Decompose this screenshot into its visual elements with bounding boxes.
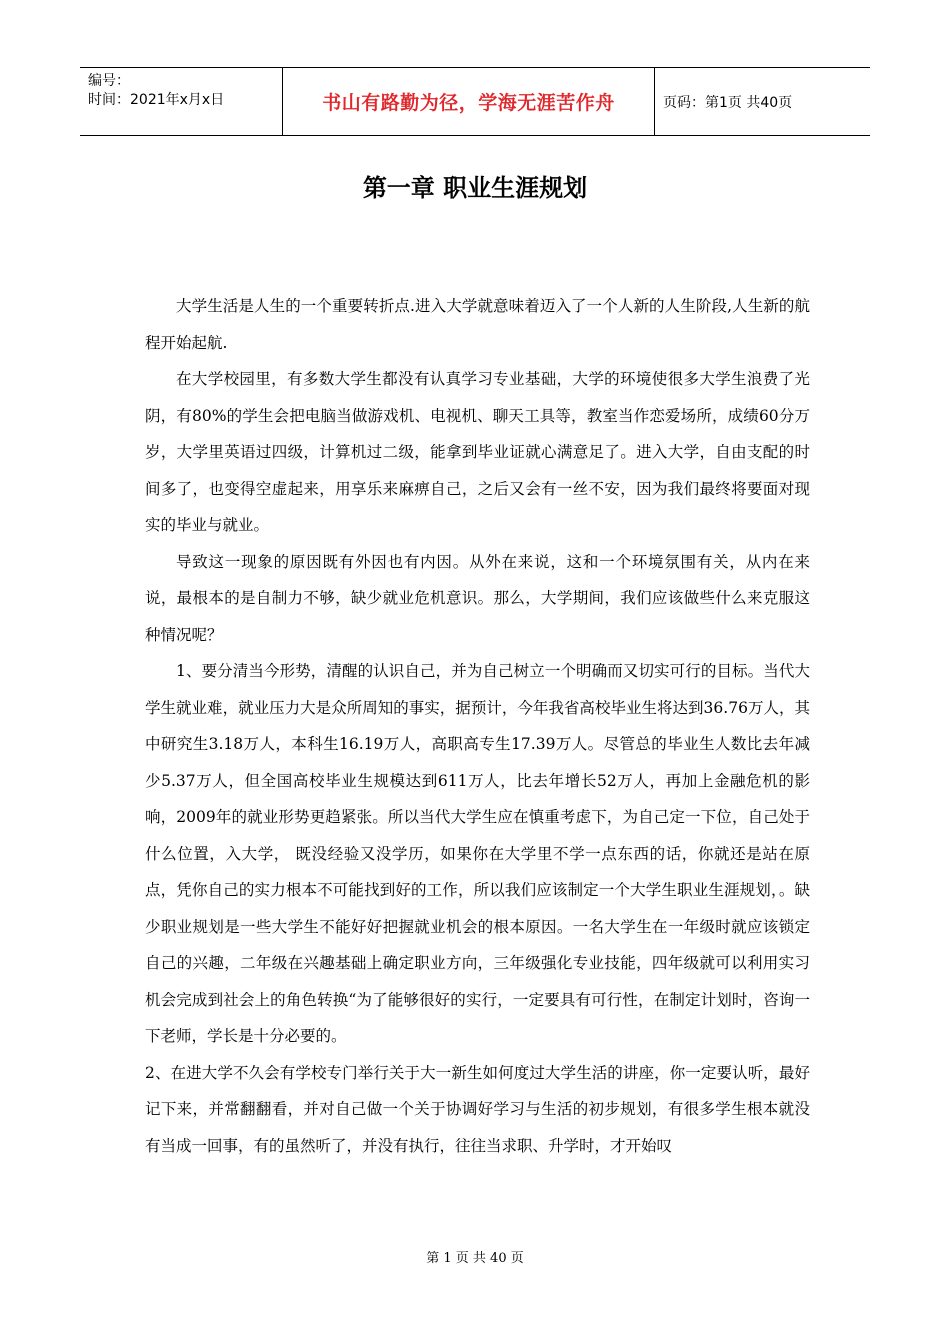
document-header xyxy=(80,67,870,136)
page-info: 页码：第1页 共40页 xyxy=(663,94,793,111)
header-page-cell xyxy=(655,68,870,135)
paragraph: 导致这一现象的原因既有外因也有内因。从外在来说，这和一个环境氛围有关，从内在来说，最根本的是自制力不够，缺少就业危机意识。那么，大学期间，我们应该做些什么来克服这种情况呢？ xyxy=(145,552,810,644)
paragraph: 2、在进大学不久会有学校专门举行关于大一新生如何度过大学生活的讲座，你一定要认听，最好记下来，并常翻翻看，并对自己做一个关于协调好学习与生活的初步规划，有很多学生根本就没有当成一回事，有的虽然听了，并没有执行，往往当求职、升学时，才开始叹 xyxy=(145,1063,810,1155)
document-body xyxy=(145,288,810,1164)
motto-text: 书山有路勤为径，学海无涯苦作舟 xyxy=(322,92,615,114)
chapter-title: 第一章 职业生涯规划 xyxy=(362,174,588,202)
header-meta xyxy=(80,68,282,135)
number-label: 编号： xyxy=(88,73,130,89)
date-label: 时间：2021年x月x日 xyxy=(88,92,225,108)
paragraph: 在大学校园里，有多数大学生都没有认真学习专业基础，大学的环境使很多大学生浪费了光阴，有80%的学生会把电脑当做游戏机、电视机、聊天工具等，教室当作恋爱场所，成绩60分万岁，大学里英语过四级，计算机过二级，能拿到毕业证就心满意足了。进入大学，自由支配的时间多了，也变得空虚起来，用享乐来麻痹自己，之后又会有一丝不安，因为我们最终将要面对现实的毕业与就业。 xyxy=(145,370,810,534)
paragraph: 1、要分清当今形势，清醒的认识自己，并为自己树立一个明确而又切实可行的目标。当代大学生就业难，就业压力大是众所周知的事实，据预计，今年我省高校毕业生将达到36.76万人，其中研究生3.18万人，本科生16.19万人，高职高专生17.39万人。尽管总的毕业生人数比去年减少5.37万人，但全国高校毕业生规模达到611万人，比去年增长52万人，再加上金融危机的影响，2009年的就业形势更趋紧张。所以当代大学生应在慎重考虑下，为自己定一下位，自己处于什么位置，入大学， 既没经验又没学历，如果你在大学里不学一点东西的话，你就还是站在原点，凭你自己的实力根本不可能找到好的工作，所以我们应该制定一个大学生职业生涯规划，。缺少职业规划是一些大学生不能好好把握就业机会的根本原因。一名大学生在一年级时就应该锁定自己的兴趣，二年级在兴趣基础上确定职业方向，三年级强化专业技能，四年级就可以利用实习机会完成到社会上的角色转换“为了能够很好的实行，一定要具有可行性，在制定计划时，咨询一下老师，学长是十分必要的。 xyxy=(145,662,810,1045)
paragraph: 大学生活是人生的一个重要转折点.进入大学就意味着迈入了一个人新的人生阶段,人生新的航程开始起航. xyxy=(145,297,810,352)
page-footer: 第 1 页 共 40 页 xyxy=(426,1251,524,1266)
header-motto-cell xyxy=(282,68,655,135)
